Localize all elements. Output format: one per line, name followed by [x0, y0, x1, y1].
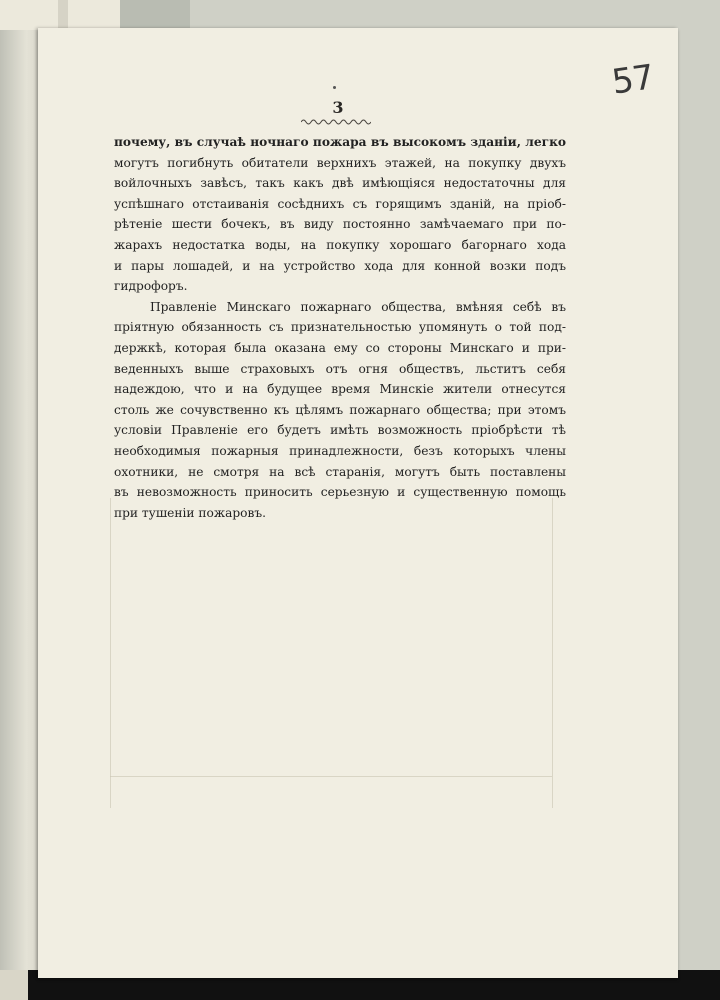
text-line: надеждою, что и на будущее время Минскiе жители отнесутся	[114, 382, 566, 397]
text-line: войлочныхъ завѣсъ, такъ какъ двѣ имѣющiяся недостаточны для	[114, 176, 566, 191]
showthrough-rule	[110, 776, 552, 777]
text-line: веденныхъ выше страховыхъ отъ огня обществъ, льститъ себя	[114, 361, 566, 376]
showthrough-rule	[552, 498, 553, 808]
text-line: при тушенiи пожаровъ.	[114, 505, 266, 520]
wavy-rule-ornament	[301, 118, 371, 126]
text-line: условiи Правленiе его будетъ имѣть возможность прiобрѣсти тѣ	[114, 423, 566, 438]
text-line: гидрофоръ.	[114, 279, 188, 294]
text-line: могутъ погибнуть обитатели верхнихъ этажей, на покупку двухъ	[114, 155, 566, 170]
document-page	[38, 28, 678, 978]
backdrop-strip	[120, 0, 190, 30]
text-line: успѣшнаго отстаиванiя сосѣднихъ съ горящимъ зданiй, на прiоб-	[114, 196, 566, 211]
previous-page-shadow	[58, 0, 68, 30]
text-line: охотники, не смотря на всѣ старанiя, могутъ быть поставлены	[114, 464, 566, 479]
text-line: прiятную обязанность съ признательностью упомянуть о той под-	[114, 320, 566, 335]
print-dot	[333, 86, 336, 89]
body-text	[114, 132, 566, 523]
page-number: 3	[332, 98, 344, 117]
text-line: и пары лошадей, и на устройство хода для конной возки подъ	[114, 258, 566, 273]
text-line: Правленiе Минскаго пожарнаго общества, вмѣняя себѣ въ	[150, 299, 566, 314]
text-line: рѣтенiе шести бочекъ, въ виду постоянно замѣчаемаго при по-	[114, 217, 566, 232]
archive-folio-number: 57	[609, 57, 656, 103]
showthrough-rule	[110, 498, 111, 808]
text-line: въ невозможность приносить серьезную и существенную помощь	[114, 485, 566, 500]
text-line: жарахъ недостатка воды, на покупку хорошаго багорнаго хода	[114, 237, 566, 252]
paragraph	[114, 132, 566, 297]
text-line: необходимыя пожарныя принадлежности, безъ которыхъ члены	[114, 443, 566, 458]
text-line: столь же сочувственно къ цѣлямъ пожарнаго общества; при этомъ	[114, 402, 566, 417]
paragraph	[114, 297, 566, 524]
text-line: держкѣ, которая была оказана ему со стороны Минскаго и при-	[114, 340, 566, 355]
text-line: почему, въ случаѣ ночнаго пожара въ высокомъ зданiи, легко	[114, 135, 566, 149]
scan-bottom-corner	[0, 970, 28, 1000]
